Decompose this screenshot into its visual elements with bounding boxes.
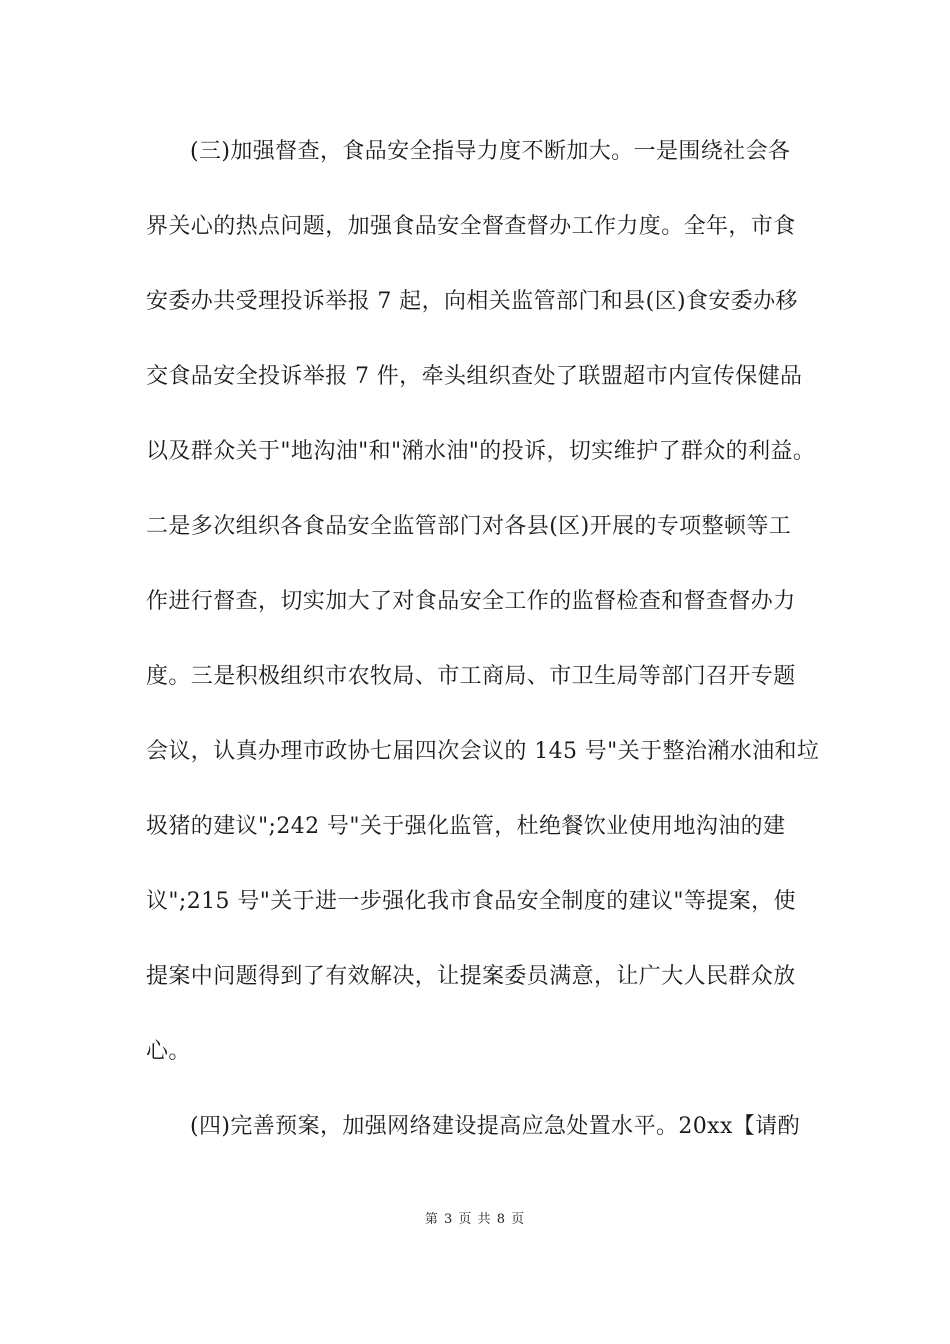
text-line: 二是多次组织各食品安全监管部门对各县(区)开展的专项整顿等工: [146, 514, 792, 539]
text-line: 安委办共受理投诉举报 7 起，向相关监管部门和县(区)食安委办移: [146, 289, 798, 314]
text-line: 提案中问题得到了有效解决，让提案委员满意，让广大人民群众放: [146, 964, 796, 989]
text-line: (四)完善预案，加强网络建设提高应急处置水平。20xx【请酌: [190, 1114, 800, 1139]
text-line: 圾猪的建议";242 号"关于强化监管，杜绝餐饮业使用地沟油的建: [146, 814, 786, 839]
text-line: 界关心的热点问题，加强食品安全督查督办工作力度。全年，市食: [146, 214, 796, 239]
text-line: 度。三是积极组织市农牧局、市工商局、市卫生局等部门召开专题: [146, 664, 796, 689]
page-footer: 第 3 页 共 8 页: [424, 1212, 526, 1227]
text-line: 以及群众关于"地沟油"和"潲水油"的投诉，切实维护了群众的利益。: [146, 439, 816, 464]
text-line: 作进行督查，切实加大了对食品安全工作的监督检查和督查督办力: [146, 589, 796, 614]
text-line: 会议，认真办理市政协七届四次会议的 145 号"关于整治潲水油和垃: [146, 739, 820, 764]
text-line: (三)加强督查，食品安全指导力度不断加大。一是围绕社会各: [190, 139, 791, 164]
text-line: 议";215 号"关于进一步强化我市食品安全制度的建议"等提案，使: [146, 889, 796, 914]
text-line: 交食品安全投诉举报 7 件，牵头组织查处了联盟超市内宣传保健品: [146, 364, 803, 389]
text-line: 心。: [146, 1039, 191, 1064]
